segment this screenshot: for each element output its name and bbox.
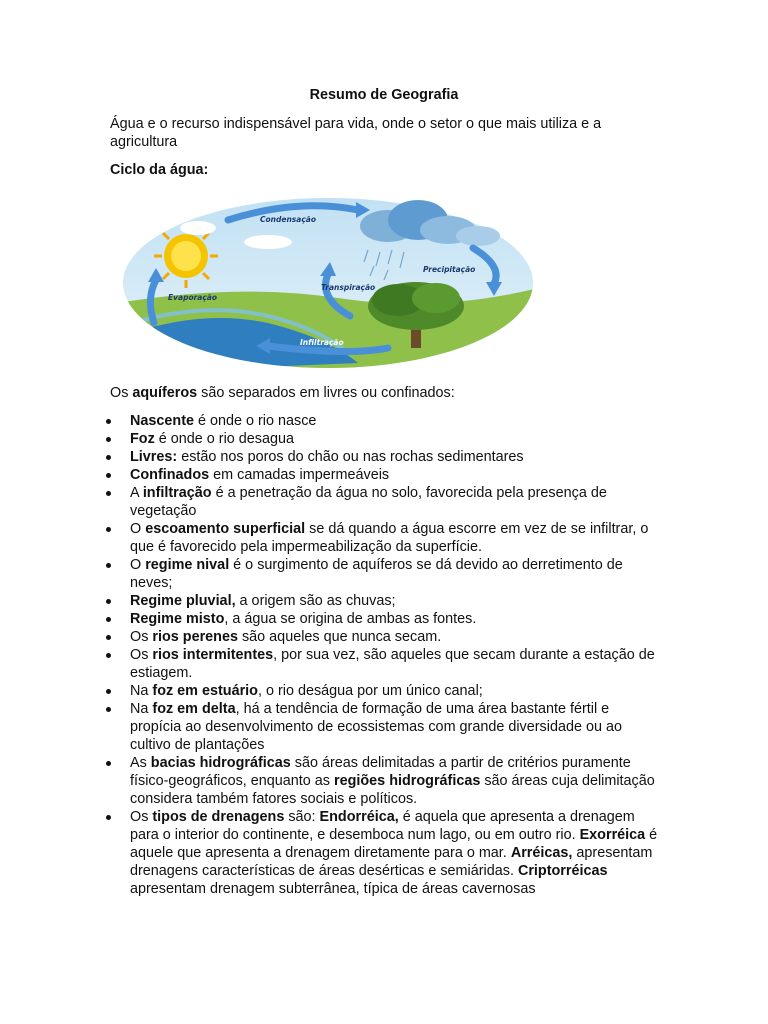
list-item [82, 700, 660, 754]
label-transpiracao: Transpiração [321, 283, 376, 292]
list-item-text: O escoamento superficial se dá quando a água escorre em vez de se infiltrar, o que é favorecido pela impermeabilização da superfície. [130, 521, 649, 555]
list-item-text: Na foz em delta, há a tendência de formação de uma área bastante fértil e propícia ao desenvolvimento de ecossistemas com grande diversidade ou ao cultivo de plantações [130, 701, 622, 753]
list-item-text: Nascente é onde o rio nasce [130, 413, 317, 429]
list-item [82, 682, 660, 700]
bullet-icon [106, 563, 111, 568]
list-item-text: O regime nival é o surgimento de aquíferos se dá devido ao derretimento de neves; [130, 557, 623, 591]
list-item [82, 430, 660, 448]
list-item-text: Na foz em estuário, o rio deságua por um único canal; [130, 683, 483, 699]
bullet-icon [106, 653, 111, 658]
list-item [82, 628, 660, 646]
bullet-icon [106, 689, 111, 694]
list-item [82, 448, 660, 466]
bullet-icon [106, 707, 111, 712]
list-item-text: Os rios perenes são aqueles que nunca secam. [130, 629, 442, 645]
label-evaporacao: Evaporação [168, 293, 218, 302]
aquifers-paragraph: Os aquíferos são separados em livres ou confinados: [110, 385, 455, 401]
list-item [82, 646, 660, 682]
label-precipitacao: Precipitação [423, 265, 476, 274]
bullet-icon [106, 455, 111, 460]
list-item-text: As bacias hidrográficas são áreas delimitadas a partir de critérios puramente físico-geográficos, enquanto as regiões hidrográficas são áreas cuja delimitação considera também fatores sociais e políticos. [130, 755, 655, 807]
bullet-icon [106, 617, 111, 622]
list-item-text: Os tipos de drenagens são: Endorréica, é aquela que apresenta a drenagem para o interior do continente, e desemboca num lago, ou em outro rio. Exorréica é aquele que apresenta a drenagem diretamente para o mar. Arréicas, apresentam drenagens características de áreas desérticas e semiáridas. Criptorréicas apresentam drenagem subterrânea, típica de áreas cavernosas [130, 809, 658, 897]
list-item-text: Regime misto, a água se origina de ambas as fontes. [130, 611, 477, 627]
list-item [82, 520, 660, 556]
bullet-icon [106, 419, 111, 424]
bullet-icon [106, 473, 111, 478]
list-item [82, 592, 660, 610]
label-infiltracao: Infiltração [300, 338, 344, 347]
list-item-text: Foz é onde o rio desagua [130, 431, 295, 447]
water-cycle-heading: Ciclo da água: [110, 162, 209, 178]
list-item [82, 466, 660, 484]
list-item [82, 610, 660, 628]
list-item [82, 412, 660, 430]
bullet-icon [106, 599, 111, 604]
label-condensacao: Condensação [260, 215, 316, 224]
list-item [82, 808, 660, 898]
list-item [82, 484, 660, 520]
page-title: Resumo de Geografia [309, 87, 459, 103]
bullet-icon [106, 527, 111, 532]
list-item-text: Os rios intermitentes, por sua vez, são aqueles que secam durante a estação de estiagem. [130, 647, 655, 681]
list-item [82, 754, 660, 808]
intro-paragraph: Água e o recurso indispensável para vida, onde o setor o que mais utiliza e a agricultura [110, 116, 602, 150]
bullet-icon [106, 761, 111, 766]
list-item-text: A infiltração é a penetração da água no solo, favorecida pela presença de vegetação [130, 485, 607, 519]
list-item [82, 556, 660, 592]
bullet-icon [106, 491, 111, 496]
bullet-icon [106, 815, 111, 820]
water-cycle-diagram [118, 188, 538, 373]
bullet-icon [106, 635, 111, 640]
bullet-icon [106, 437, 111, 442]
list-item-text: Confinados em camadas impermeáveis [130, 467, 390, 483]
bullet-list [110, 412, 660, 898]
list-item-text: Livres: estão nos poros do chão ou nas rochas sedimentares [130, 449, 524, 465]
list-item-text: Regime pluvial, a origem são as chuvas; [130, 593, 396, 609]
